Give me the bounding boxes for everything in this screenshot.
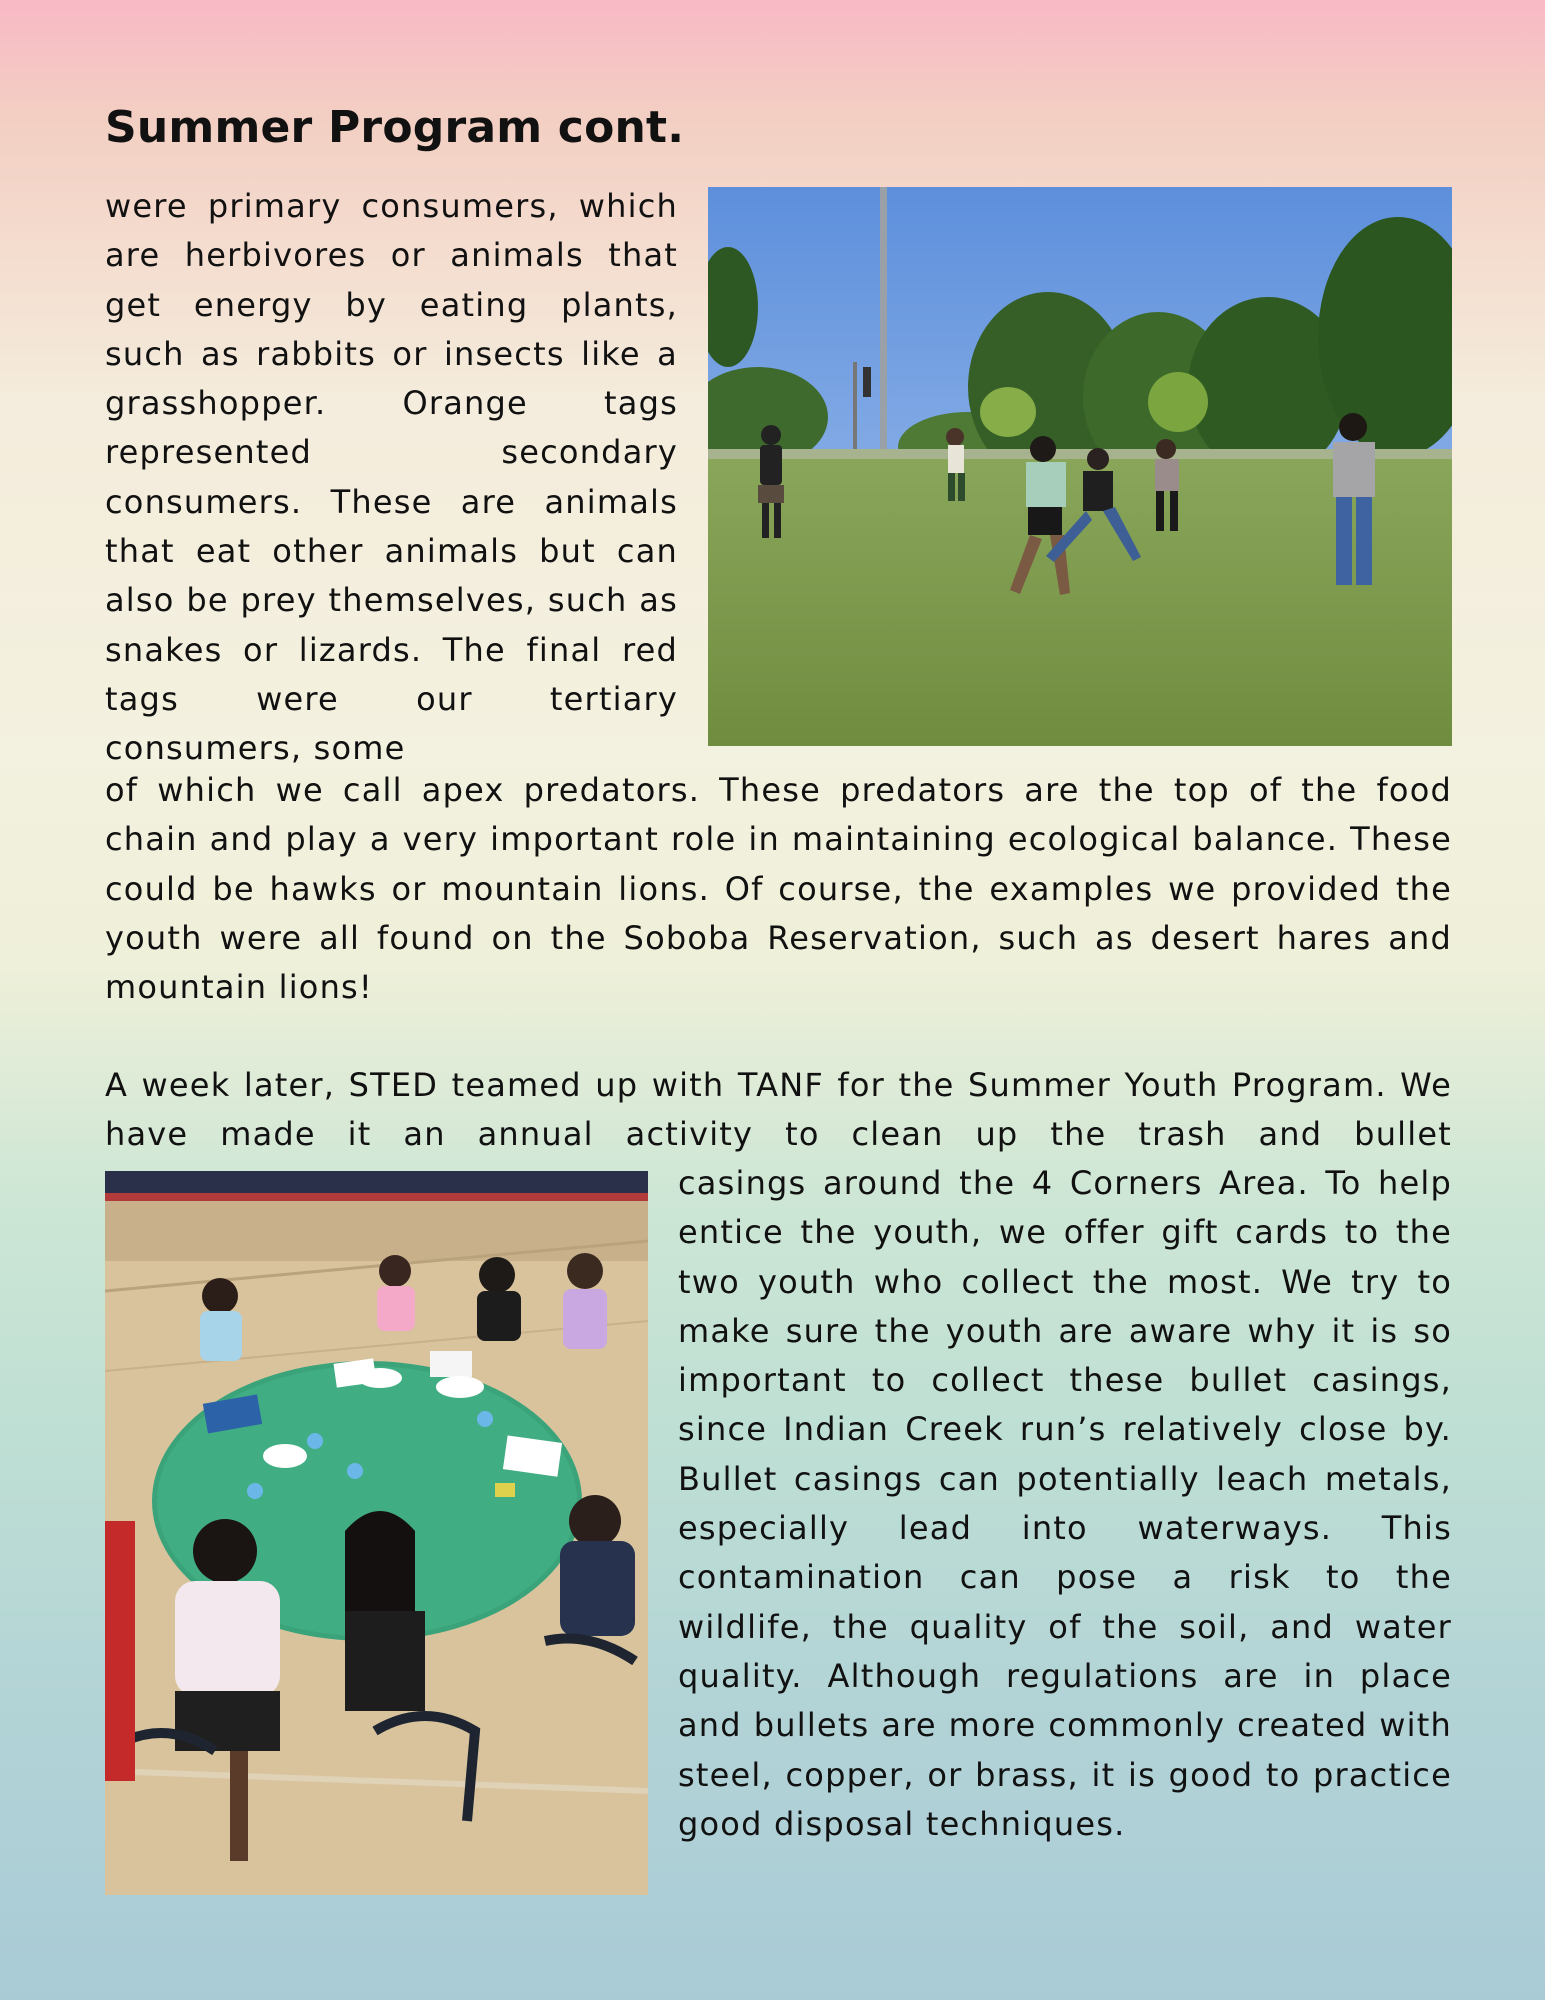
page-title: Summer Program cont. bbox=[105, 102, 685, 153]
paragraph-bullet-casings: casings around the 4 Corners Area. To help entice the youth, we offer gift cards to the two youth who collect the most. We try to make sure the youth are aware why it is so important to collect these bullet casings, since Indian Creek run’s relatively close by. Bullet casings can potentially leach metals, especially lead into waterways. This contamination can pose a risk to the wildlife, the quality of the soil, and water quality. Although regulations are in place and bullets are more commonly created with steel, copper, or brass, it is good to practice good disposal techniques. bbox=[678, 1164, 1452, 1843]
paragraph-apex-predators: of which we call apex predators. These predators are the top of the food chain and play a very important role in maintaining ecological balance. These could be hawks or mountain lions. Of course, the examples we provided the youth were all found on the Soboba Reservation, such as desert hares and mountain lions! bbox=[105, 771, 1452, 1007]
paragraph-tanf-cleanup-intro: A week later, STED teamed up with TANF for the Summer Youth Program. We have made it an annual activity to clean up the trash and bullet bbox=[105, 1066, 1452, 1154]
paragraph-food-chain-side: were primary consumers, which are herbivores or animals that get energy by eating plants, such as rabbits or insects like a grasshopper. Orange tags represented secondary consumers. These are animals that eat other animals but can also be prey themselves, such as snakes or lizards. The final red tags were our tertiary consumers, some bbox=[105, 187, 678, 768]
photo-kids-playing-tag-in-park bbox=[708, 187, 1452, 746]
photo-kids-painting-at-table bbox=[105, 1171, 648, 1895]
